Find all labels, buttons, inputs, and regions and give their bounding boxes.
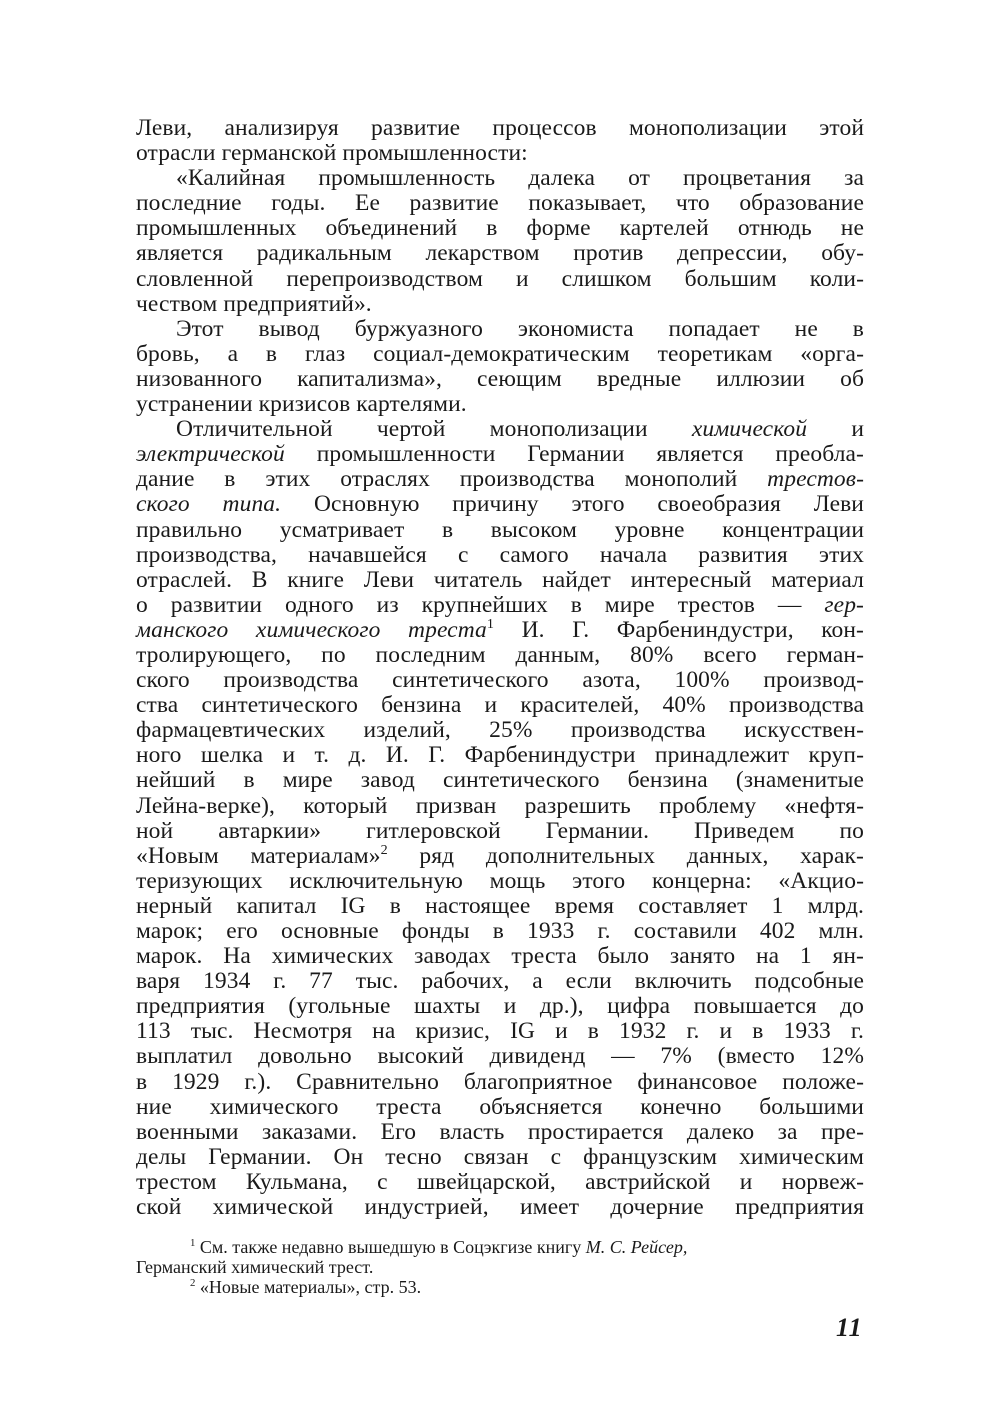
text-line	[136, 618, 864, 643]
text-line: Этот вывод буржуазного экономиста попадает не в	[176, 315, 864, 342]
text-line: делы Германии. Он тесно связан с французским химическим	[136, 1143, 864, 1170]
text-line: Лейна-верке), который призван разрешить проблему «нефтя-	[136, 792, 864, 819]
text-line: промышленных объединений в форме картелей отнюдь не	[136, 215, 864, 242]
text-fragment: Отличительной чертой монополизации	[176, 416, 648, 443]
footnote-mark: 2	[190, 1277, 196, 1289]
text-line: «Калийная промышленность далека от процветания за	[176, 165, 864, 192]
text-line: ского производства синтетического азота, 100% производ-	[136, 667, 864, 694]
footnote-ref: 1	[486, 616, 495, 633]
footnote-mark: 1	[190, 1237, 196, 1249]
footnote-author: М. С. Рейсер,	[585, 1237, 688, 1257]
text-line: 113 тыс. Несмотря на кризис, IG и в 1932 г. и в 1933 г.	[136, 1018, 864, 1045]
text-line: выплатил довольно высокий дивиденд — 7% (вместо 12%	[136, 1043, 864, 1070]
footnote-2	[136, 1277, 868, 1297]
text-fragment: «Новым материалам»	[136, 842, 381, 869]
footnotes	[136, 1237, 868, 1297]
page-number: 11	[836, 1313, 863, 1342]
text-line: теризующих исключительную мощь этого концерна: «Акцио-	[136, 867, 864, 894]
text-line: марок. На химических заводах треста было занято на 1 ян-	[136, 943, 864, 970]
text-line: ской химической индустрией, имеет дочерние предприятия	[136, 1194, 864, 1221]
footnote-text: «Новые материалы», стр. 53.	[199, 1277, 422, 1297]
text-fragment: дание в этих отраслях производства монополий	[136, 466, 738, 493]
body-text	[136, 116, 864, 1220]
footnote-text: См. также недавно вышедшую в Соцэкгизе книгу	[199, 1237, 582, 1257]
text-line: является радикальным лекарством против депрессии, обу-	[136, 240, 864, 267]
text-line: Леви, анализируя развитие процессов монополизации этой	[136, 115, 864, 141]
text-line	[136, 442, 864, 467]
text-line: варя 1934 г. 77 тыс. рабочих, а если включить подсобные	[136, 968, 864, 995]
italic-fragment: гер-	[824, 591, 864, 618]
italic-fragment: ского типа.	[136, 491, 282, 518]
text-line: устранении кризисов картелями.	[136, 391, 467, 418]
text-line	[136, 417, 864, 442]
text-line	[136, 492, 864, 517]
italic-fragment: химической	[691, 416, 808, 443]
text-fragment: и	[851, 416, 864, 443]
text-line	[136, 841, 864, 869]
text-line: тролирующего, по последним данным, 80% всего герман-	[136, 641, 864, 668]
text-fragment: И. Г. Фарбениндустри, кон-	[521, 616, 864, 643]
text-line: ние химического треста объясняется конечно большими	[136, 1093, 864, 1120]
text-line	[136, 467, 864, 492]
text-line: нейший в мире завод синтетического бензина (знаменитые	[136, 767, 864, 794]
footnote-1-continued: Германский химический трест.	[136, 1257, 374, 1277]
text-line: последние годы. Ее развитие показывает, что образование	[136, 190, 864, 217]
text-line: отраслей. В книге Леви читатель найдет интересный материал	[136, 566, 864, 593]
text-line: марок; его основные фонды в 1933 г. составили 402 млн.	[136, 918, 864, 944]
text-line: чеством предприятий».	[136, 290, 372, 317]
italic-fragment: манского химического треста	[136, 616, 487, 643]
text-line: правильно усматривает в высоком уровне концентрации	[136, 516, 864, 543]
text-line: ной автаркии» гитлеровской Германии. Приведем по	[136, 817, 864, 844]
italic-fragment: электрической	[136, 441, 285, 468]
text-line: низованного капитализма», сеющим вредные иллюзии об	[136, 365, 864, 392]
footnote-1	[136, 1237, 868, 1257]
text-fragment: о развитии одного из крупнейших в мире трестов —	[136, 591, 802, 618]
text-fragment: ряд дополнительных данных, харак-	[419, 842, 864, 869]
footnote-ref: 2	[380, 841, 388, 858]
text-line: словленной перепроизводством и слишком большим коли-	[136, 265, 864, 292]
text-line	[136, 593, 864, 618]
text-fragment: промышленности Германии является преобла-	[316, 441, 864, 468]
text-line: военными заказами. Его власть простирается далеко за пре-	[136, 1118, 864, 1145]
text-line: предприятия (угольные шахты и др.), цифра повышается до	[136, 993, 864, 1020]
text-line: в 1929 г.). Сравнительно благоприятное финансовое положе-	[136, 1068, 864, 1095]
text-line: отрасли германской промышленности:	[136, 140, 528, 167]
text-line: производства, начавшейся с самого начала развития этих	[136, 541, 864, 568]
italic-fragment: трестов-	[767, 466, 864, 493]
text-line: фармацевтических изделий, 25% производства искусствен-	[136, 717, 864, 744]
text-line: бровь, а в глаз социал-демократическим теоретикам «орга-	[136, 340, 864, 367]
text-fragment: Основную причину этого своеобразия Леви	[313, 491, 864, 518]
text-line: ства синтетического бензина и красителей, 40% производства	[136, 692, 864, 719]
text-line: трестом Кульмана, с швейцарской, австрийской и норвеж-	[136, 1168, 864, 1195]
text-line: нерный капитал IG в настоящее время составляет 1 млрд.	[136, 892, 864, 919]
text-line: ного шелка и т. д. И. Г. Фарбениндустри принадлежит круп-	[136, 742, 864, 769]
